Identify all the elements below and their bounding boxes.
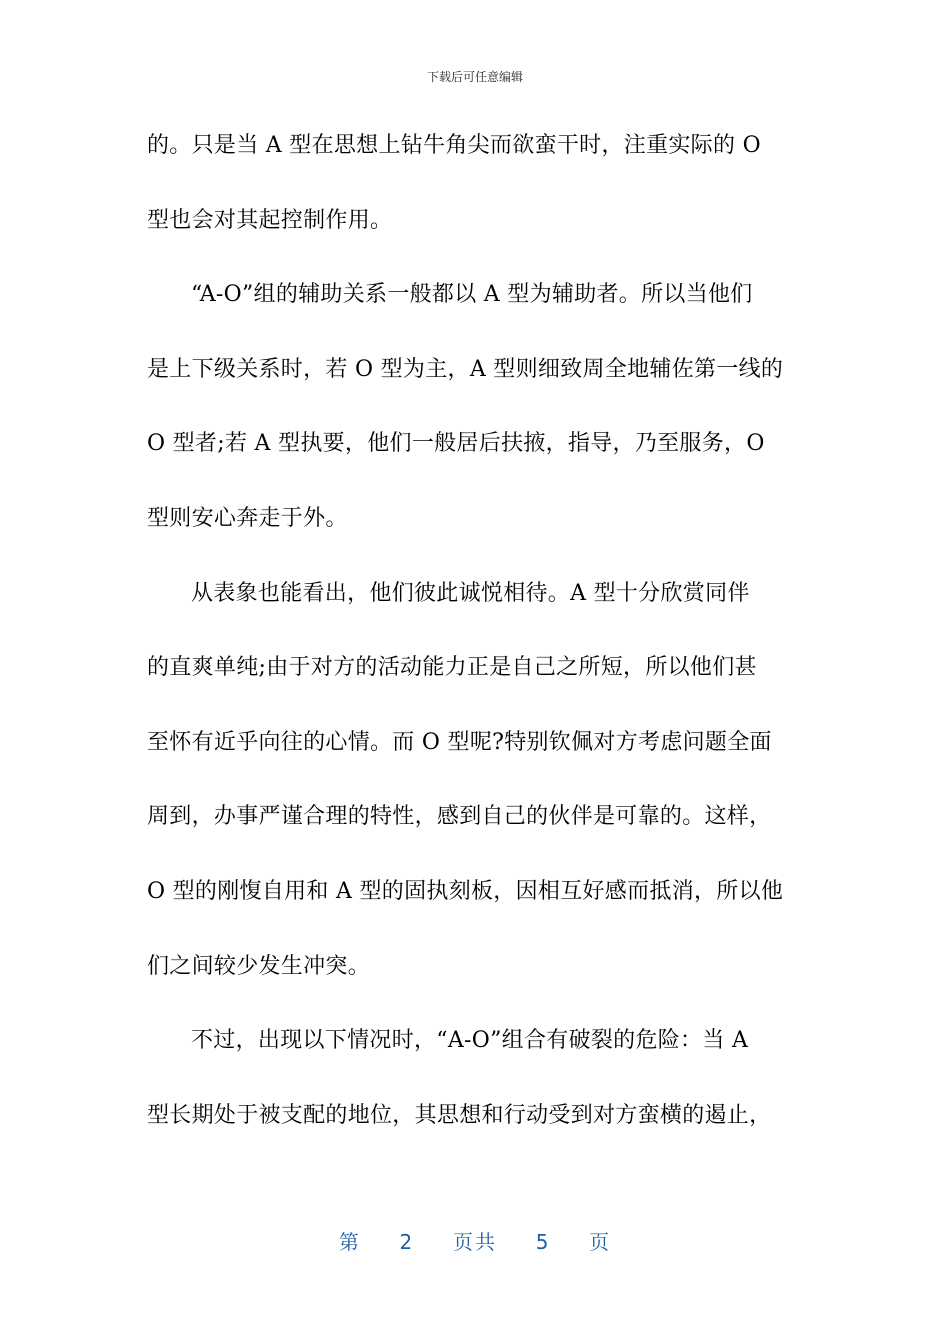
footer-page-number: 2 (399, 1230, 415, 1254)
body-text (147, 128, 807, 1172)
text-line: 的。只是当 A 型在思想上钻牛角尖而欲蛮干时，注重实际的 O (147, 133, 761, 158)
text-line: 型长期处于被支配的地位，其思想和行动受到对方蛮横的遏止， (147, 1102, 772, 1128)
footer-middle: 页共 (453, 1230, 497, 1254)
text-line: O 型者;若 A 型执要，他们一般居后扶掖，指导，乃至服务，O (147, 431, 765, 457)
page-header: 下载后可任意编辑 (426, 70, 523, 84)
text-line: 们之间较少发生冲突。 (147, 953, 371, 979)
text-line: 从表象也能看出，他们彼此诚悦相待。A 型十分欣赏同伴 (191, 580, 750, 606)
footer-total-pages: 5 (535, 1230, 551, 1254)
text-line: 是上下级关系时，若 O 型为主，A 型则细致周全地辅佐第一线的 (147, 356, 784, 382)
text-line: 型则安心奔走于外。 (147, 505, 348, 531)
text-line: 不过，出现以下情况时，“A-O”组合有破裂的危险：当 A (191, 1028, 749, 1054)
footer-suffix: 页 (589, 1230, 612, 1254)
footer-prefix: 第 (338, 1230, 361, 1254)
text-line: “A-O”组的辅助关系一般都以 A 型为辅助者。所以当他们 (191, 282, 753, 308)
text-line: O 型的刚愎自用和 A 型的固执刻板，因相互好感而抵消，所以他 (147, 878, 784, 904)
text-line: 的直爽单纯;由于对方的活动能力正是自己之所短，所以他们甚 (147, 655, 757, 681)
page-footer (0, 1226, 950, 1255)
text-line: 周到，办事严谨合理的特性，感到自己的伙伴是可靠的。这样， (147, 804, 772, 830)
text-line: 至怀有近乎向往的心情。而 O 型呢?特别钦佩对方考虑问题全面 (147, 729, 772, 755)
text-line: 型也会对其起控制作用。 (147, 207, 393, 233)
